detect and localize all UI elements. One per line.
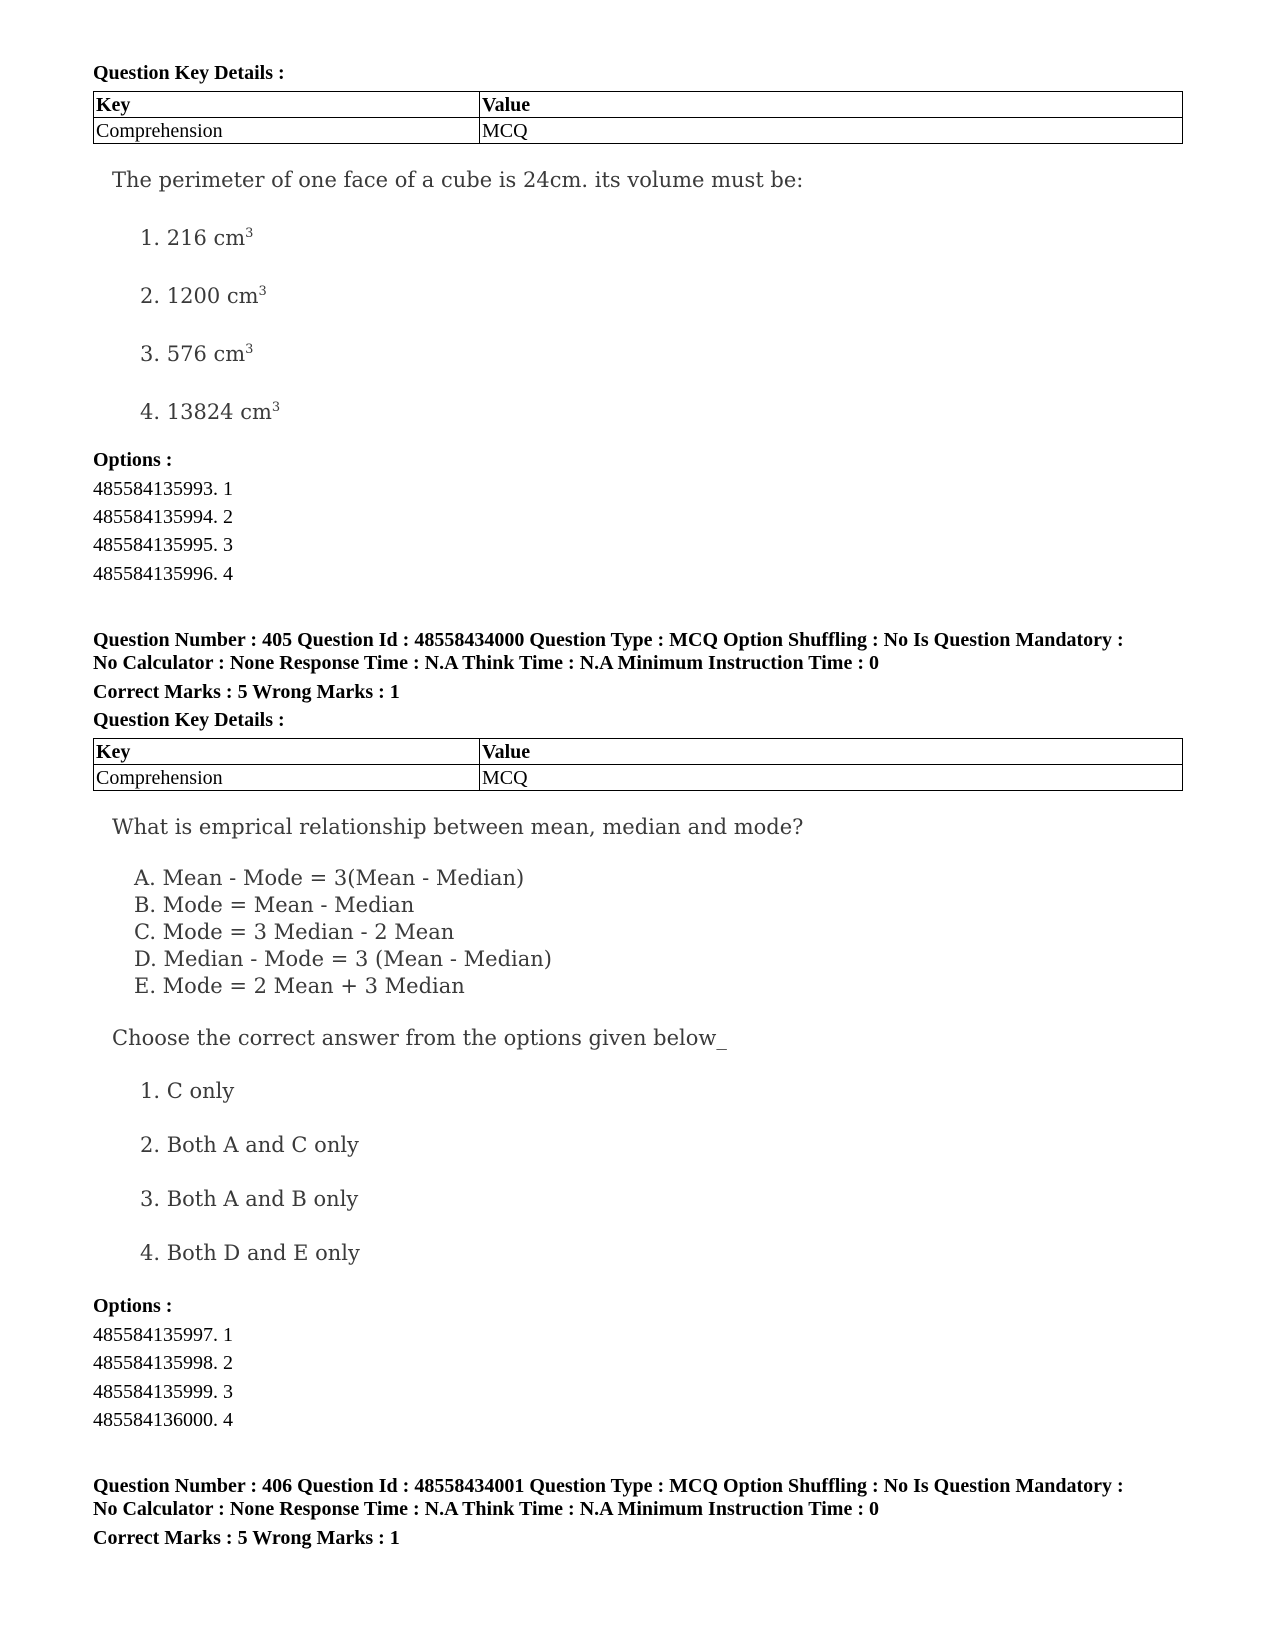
key-value-table: [93, 738, 1183, 791]
statement-e: E. Mode = 2 Mean + 3 Median: [134, 974, 465, 998]
choice-2: [140, 283, 267, 309]
key-value-table: [93, 91, 1183, 144]
question-header-line-2: No Calculator : None Response Time : N.A Think Time : N.A Minimum Instruction Time : 0: [93, 1498, 879, 1520]
table-cell-key: Comprehension: [94, 118, 480, 144]
choice-2: 2. Both A and C only: [140, 1133, 359, 1157]
question-header-line-1: Question Number : 405 Question Id : 48558434000 Question Type : MCQ Option Shuffling : No Is Question Mandatory :: [93, 629, 1124, 651]
table-row: [94, 118, 1183, 144]
choice-text: 576 cm: [166, 342, 246, 366]
question-marks: Correct Marks : 5 Wrong Marks : 1: [93, 1527, 400, 1549]
choice-number: 1.: [140, 226, 161, 250]
question-marks: Correct Marks : 5 Wrong Marks : 1: [93, 681, 400, 703]
option-id-4: 485584135996. 4: [93, 563, 233, 585]
choice-text: 216 cm: [166, 226, 246, 250]
table-header-key: Key: [94, 739, 480, 765]
options-label: Options :: [93, 449, 173, 471]
question-header-line-1: Question Number : 406 Question Id : 48558434001 Question Type : MCQ Option Shuffling : No Is Question Mandatory :: [93, 1475, 1124, 1497]
statement-b: B. Mode = Mean - Median: [134, 893, 415, 917]
option-id-1: 485584135997. 1: [93, 1324, 233, 1346]
table-header-key: Key: [94, 92, 480, 118]
table-cell-key: Comprehension: [94, 765, 480, 791]
choice-4: 4. Both D and E only: [140, 1241, 360, 1265]
key-details-label: Question Key Details :: [93, 62, 285, 84]
choice-superscript: 3: [245, 342, 254, 357]
option-id-3: 485584135999. 3: [93, 1381, 233, 1403]
statement-d: D. Median - Mode = 3 (Mean - Median): [134, 947, 552, 971]
table-cell-value: MCQ: [480, 765, 1183, 791]
choice-1: 1. C only: [140, 1079, 235, 1103]
question-text: The perimeter of one face of a cube is 24cm. its volume must be:: [112, 168, 804, 192]
choice-text: 13824 cm: [166, 400, 272, 424]
choice-text: 1200 cm: [166, 284, 259, 308]
table-header-row: [94, 739, 1183, 765]
choice-number: 2.: [140, 284, 161, 308]
option-id-2: 485584135998. 2: [93, 1352, 233, 1374]
question-header-line-2: No Calculator : None Response Time : N.A Think Time : N.A Minimum Instruction Time : 0: [93, 652, 879, 674]
choice-1: [140, 225, 253, 251]
choice-superscript: 3: [258, 284, 267, 299]
choice-3: 3. Both A and B only: [140, 1187, 359, 1211]
choice-4: [140, 399, 280, 425]
choice-superscript: 3: [245, 226, 254, 241]
question-text: What is emprical relationship between mean, median and mode?: [112, 815, 804, 839]
statement-a: A. Mean - Mode = 3(Mean - Median): [134, 866, 525, 890]
options-label: Options :: [93, 1295, 173, 1317]
instruction-text: Choose the correct answer from the options given below_: [112, 1026, 727, 1050]
table-cell-value: MCQ: [480, 118, 1183, 144]
table-header-value: Value: [480, 739, 1183, 765]
table-header-row: [94, 92, 1183, 118]
option-id-4: 485584136000. 4: [93, 1409, 233, 1431]
choice-3: [140, 341, 253, 367]
choice-number: 3.: [140, 342, 161, 366]
table-header-value: Value: [480, 92, 1183, 118]
table-row: [94, 765, 1183, 791]
option-id-1: 485584135993. 1: [93, 478, 233, 500]
key-details-label: Question Key Details :: [93, 709, 285, 731]
choice-number: 4.: [140, 400, 161, 424]
choice-superscript: 3: [271, 400, 281, 415]
statement-c: C. Mode = 3 Median - 2 Mean: [134, 920, 455, 944]
option-id-2: 485584135994. 2: [93, 506, 233, 528]
option-id-3: 485584135995. 3: [93, 534, 233, 556]
